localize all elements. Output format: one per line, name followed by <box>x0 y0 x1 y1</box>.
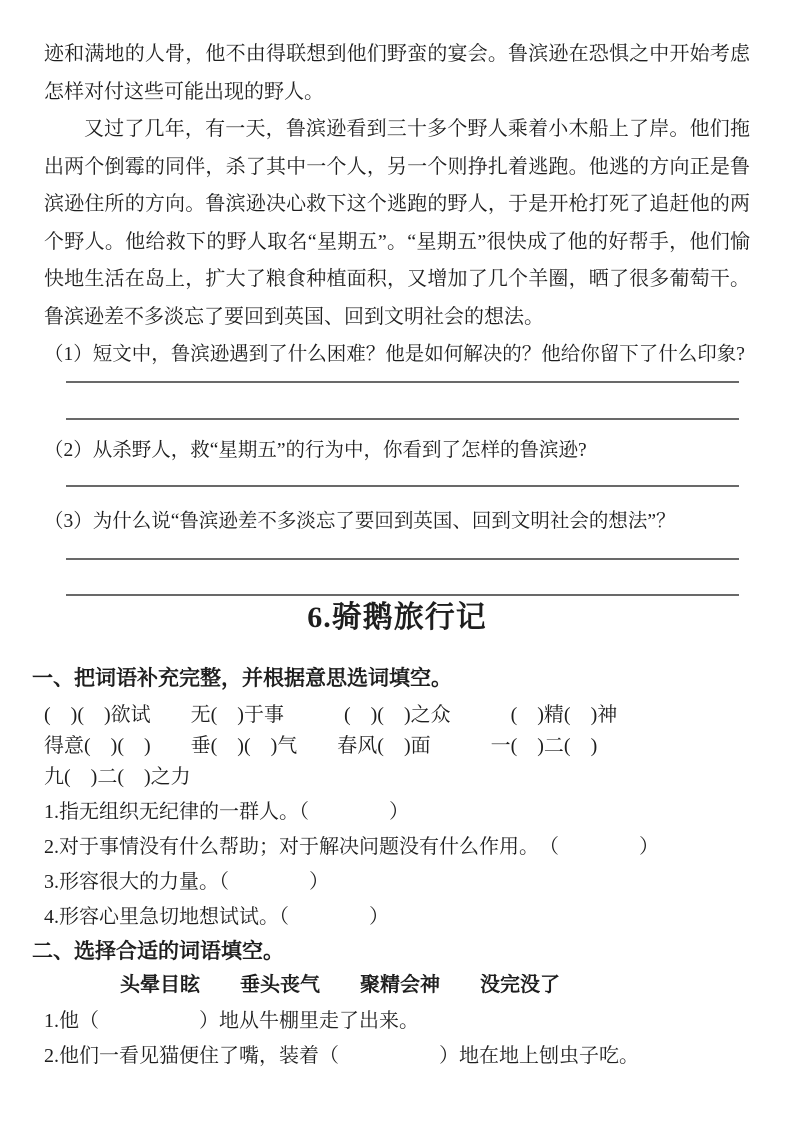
definition-item: 4.形容心里急切地想试试。（ ） <box>44 905 389 928</box>
answer-line <box>66 560 739 596</box>
lesson-title: 6.骑鹅旅行记 <box>307 600 487 634</box>
fill-blank-item: 2.他们一看见猫便住了嘴，装着（ ）地在地上刨虫子吃。 <box>44 1044 639 1067</box>
reading-paragraph-1: 迹和满地的人骨，他不由得联想到他们野蛮的宴会。鲁滨逊在恐惧之中开始考虑怎样对付这些可能出现的野人。 <box>44 43 750 103</box>
word-bank: 头晕目眩 垂头丧气 聚精会神 没完没了 <box>120 973 560 996</box>
word-completion-row: 九( )二( )之力 <box>44 765 191 788</box>
reading-question-2: （2）从杀野人，救“星期五”的行为中，你看到了怎样的鲁滨逊? <box>44 439 587 461</box>
reading-paragraph-2: 又过了几年，有一天，鲁滨逊看到三十多个野人乘着小木船上了岸。他们拖出两个倒霉的同伴，杀了其中一个人，另一个则挣扎着逃跑。他逃的方向正是鲁滨逊住所的方向。鲁滨逊决心救下这个逃跑的野人，于是开枪打死了追赶他的两个野人。他给救下的野人取名“星期五”。“星期五”很快成了他的好帮手，他们愉快地生活在岛上，扩大了粮食种植面积，又增加了几个羊圈，晒了很多葡萄干。鲁滨逊差不多淡忘了要回到英国、回到文明社会的想法。 <box>44 118 750 328</box>
definition-item: 2.对于事情没有什么帮助；对于解决问题没有什么作用。 （ ） <box>44 835 659 858</box>
answer-line <box>66 383 739 420</box>
section-one-items <box>44 795 750 935</box>
word-completion-row: 得意( )( ) 垂( )( )气 春风( )面 一( )二( ) <box>44 734 598 757</box>
answer-line <box>66 469 739 487</box>
fill-blank-item: 1.他（ ）地从牛棚里走了出来。 <box>44 1009 419 1032</box>
word-completion-row: ( )( )欲试 无( )于事 ( )( )之众 ( )精( )神 <box>44 703 618 726</box>
section-one-heading: 一、把词语补充完整，并根据意思选词填空。 <box>32 666 452 690</box>
definition-item: 3.形容很大的力量。（ ） <box>44 870 329 893</box>
reading-question-1: （1）短文中，鲁滨逊遇到了什么困难？他是如何解决的？他给你留下了什么印象? <box>44 344 745 365</box>
answer-line <box>66 541 739 560</box>
reading-question-3: （3）为什么说“鲁滨逊差不多淡忘了要回到英国、回到文明社会的想法”？ <box>44 511 676 532</box>
section-two-heading: 二、选择合适的词语填空。 <box>32 939 284 963</box>
word-completion-rows <box>44 700 750 793</box>
section-two-items <box>44 1004 750 1074</box>
answer-line <box>66 374 739 383</box>
definition-item: 1.指无组织无纪律的一群人。（ ） <box>44 800 409 823</box>
